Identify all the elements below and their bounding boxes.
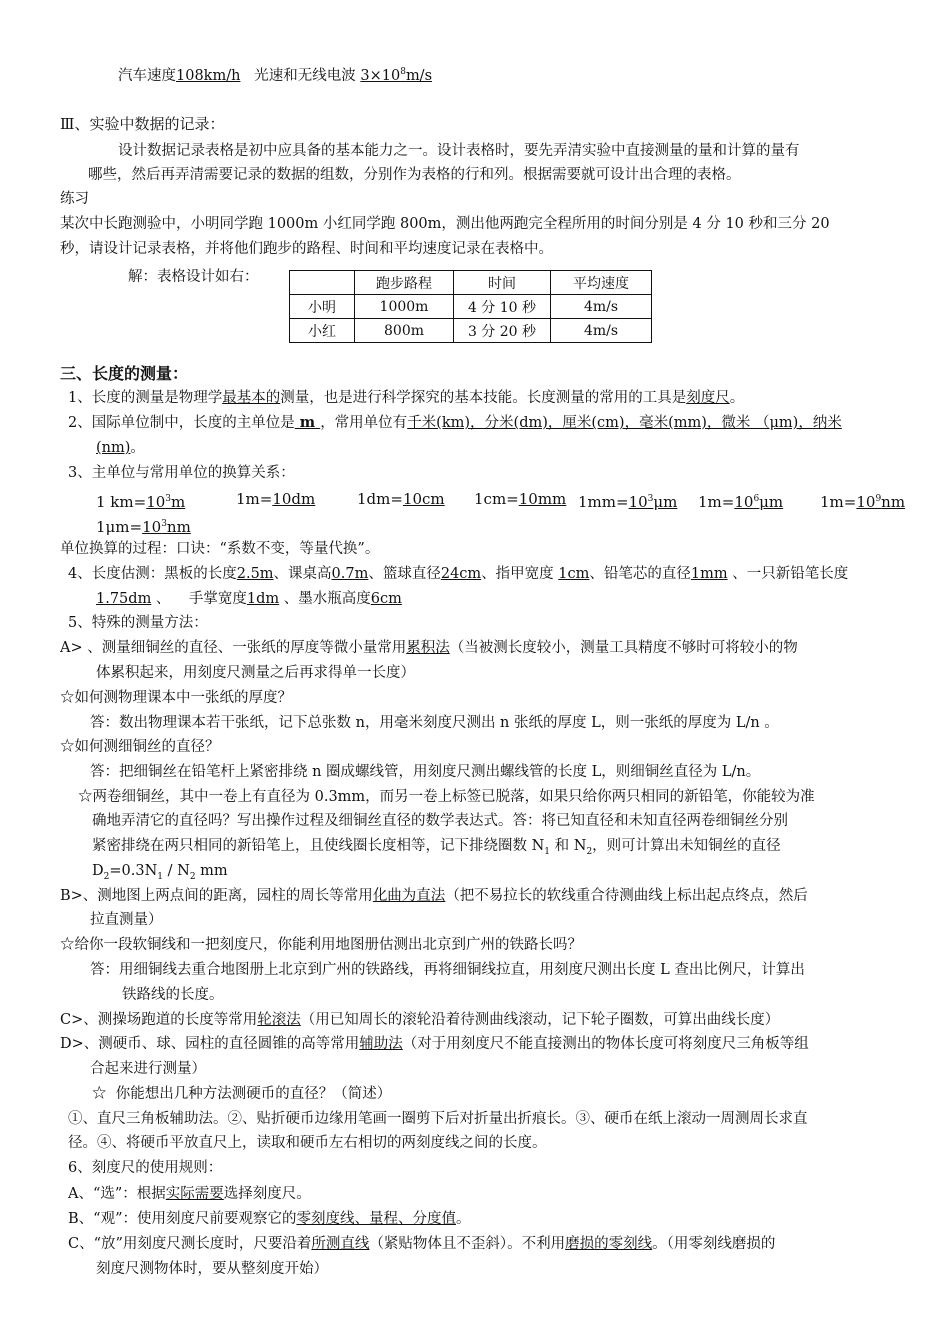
answer: 答：数出物理课本若干张纸，记下总张数 n，用毫米刻度尺测出 n 张纸的厚度 L，则一张纸的厚度为 L/n 。 xyxy=(90,715,779,731)
method-d xyxy=(60,1034,809,1054)
underlined: 1dm xyxy=(246,591,280,607)
subscript: 2 xyxy=(586,846,593,857)
conversion-6 xyxy=(698,489,783,512)
practice-label: 练习 xyxy=(60,191,89,207)
exponent: 6 xyxy=(753,494,760,504)
subscript: 1 xyxy=(544,846,551,857)
exponent: 3 xyxy=(165,494,172,504)
method-a-cont: 体累积起来，用刻度尺测量之后再求得单一长度） xyxy=(96,665,415,681)
text: 汽车速度 xyxy=(118,68,176,84)
unit: μm xyxy=(759,493,784,511)
underlined: 千米(km)，分米(dm)，厘米(cm)，毫米(mm)，微米 （μm)，纳米 xyxy=(407,415,842,431)
question: 某次中长跑测验中，小明同学跑 1000m 小红同学跑 800m，测出他两跑完全程所用的时间分别是 4 分 10 秒和三分 20 xyxy=(60,216,830,232)
item-6: 6、刻度尺的使用规则： xyxy=(68,1160,223,1176)
conversion-4 xyxy=(474,489,566,509)
table-cell: 小明 xyxy=(290,295,355,319)
header-cell: 平均速度 xyxy=(551,271,652,295)
text: mm xyxy=(195,863,228,879)
item-4-cont xyxy=(96,589,402,609)
underlined: 磨损的零刻线 xyxy=(565,1236,653,1252)
underlined: 最基本的 xyxy=(222,390,281,406)
answer xyxy=(92,836,781,862)
underlined: 1cm xyxy=(558,566,590,582)
item-4 xyxy=(68,564,848,584)
text: A> 、测量细铜丝的直径、一张纸的厚度等微小量常用 xyxy=(60,640,407,656)
underlined: 零刻度线、量程、分度值 xyxy=(296,1211,456,1227)
unit: m/s xyxy=(405,68,433,84)
underlined: 化曲为直法 xyxy=(372,888,446,904)
text: 、铅笔芯的直径 xyxy=(589,566,691,582)
speed-line xyxy=(118,62,432,86)
text: 1m= xyxy=(698,493,735,511)
unit: m xyxy=(171,493,186,511)
underlined: 累积法 xyxy=(406,640,450,656)
rule-b xyxy=(68,1209,470,1229)
text: D>、测硬币、球、园柱的直径圆锥的高等常用 xyxy=(60,1036,360,1052)
value: 10dm xyxy=(272,490,316,508)
text: 。（用零刻线磨损的 xyxy=(652,1236,776,1252)
exponent: 3 xyxy=(161,519,167,529)
value: 10 xyxy=(142,518,162,536)
text: B、“观”：使用刻度尺前要观察它的 xyxy=(68,1211,297,1227)
record-table xyxy=(289,270,652,343)
formula xyxy=(92,861,228,887)
text: 4、长度估测：黑板的长度 xyxy=(68,566,237,582)
question: ☆给你一段软铜线和一把刻度尺，你能利用地图册估测出北京到广州的铁路长吗？ xyxy=(60,937,582,953)
method-b-cont: 拉直测量） xyxy=(90,912,163,928)
value: 10 xyxy=(856,493,876,511)
text: 、篮球直径 xyxy=(368,566,441,582)
underlined: 实际需要 xyxy=(165,1186,224,1202)
text: 选择刻度尺。 xyxy=(223,1186,311,1202)
rule-c xyxy=(68,1234,775,1254)
text: A、“选”：根据 xyxy=(68,1186,166,1202)
value: 10 xyxy=(734,493,754,511)
subscript: 2 xyxy=(103,871,110,882)
text: 1、长度的测量是物理学 xyxy=(68,390,223,406)
question: 秒，请设计记录表格，并将他们跑步的路程、时间和平均速度记录在表格中。 xyxy=(60,241,553,257)
conversion-7 xyxy=(820,489,905,512)
unit: nm xyxy=(166,518,191,536)
conversion-8 xyxy=(96,514,191,537)
underlined: 0.7m xyxy=(331,566,369,582)
subscript: 2 xyxy=(189,871,196,882)
text: B>、测地图上两点间的距离，园柱的周长等常用 xyxy=(60,888,373,904)
value: 3×10 xyxy=(360,68,401,84)
item-2-cont xyxy=(96,438,145,458)
table-row xyxy=(290,319,652,343)
table-cell: 1000m xyxy=(355,295,454,319)
text: （当被测长度较小，测量工具精度不够时可将较小的物 xyxy=(449,640,798,656)
text: 。 xyxy=(130,440,145,456)
rule-a xyxy=(68,1184,311,1204)
conversion-tip: 单位换算的过程：口诀：“系数不变，等量代换”。 xyxy=(60,541,380,557)
text: / N xyxy=(163,863,190,879)
unit: nm xyxy=(881,493,906,511)
method-d-cont: 合起来进行测量） xyxy=(90,1061,206,1077)
section-heading: 三、长度的测量： xyxy=(60,364,189,383)
text: 。 xyxy=(729,390,745,406)
text: 1m= xyxy=(236,490,273,508)
exponent: 3 xyxy=(647,494,654,504)
unit: μm xyxy=(653,493,678,511)
answer: 答：把细铜丝在铅笔杆上紧密排绕 n 圈成螺线管，用刻度尺测出螺线管的长度 L，则细铜丝直径为 L/n。 xyxy=(90,764,761,780)
text: 1m= xyxy=(820,493,857,511)
value: 108km/h xyxy=(176,68,241,84)
value: 10cm xyxy=(402,490,445,508)
text: 、指甲宽度 xyxy=(481,566,559,582)
value: 10 xyxy=(146,493,166,511)
text: （把不易拉长的软线重合待测曲线上标出起点终点，然后 xyxy=(445,888,808,904)
question: ☆ 你能想出几种方法测硬币的直径？（简述） xyxy=(92,1086,392,1102)
underlined: 24cm xyxy=(440,566,482,582)
conversion-1 xyxy=(96,489,185,512)
underlined: 轮滚法 xyxy=(257,1012,301,1028)
text: 1 km= xyxy=(96,493,147,511)
text: D xyxy=(92,863,104,879)
text: 、墨水瓶高度 xyxy=(279,591,371,607)
text: C>、测操场跑道的长度等常用 xyxy=(60,1012,258,1028)
table-cell: 4m/s xyxy=(551,295,652,319)
subscript: 1 xyxy=(157,871,164,882)
answer: 答：用细铜线去重合地图册上北京到广州的铁路线，再将细铜线拉直，用刻度尺测出长度 L 查出比例尺，计算出 xyxy=(90,962,805,978)
answer: ①、直尺三角板辅助法。②、贴折硬币边缘用笔画一圈剪下后对折量出折痕长。③、硬币在纸上滚动一周测周长求直 xyxy=(68,1111,808,1127)
text: （紧贴物体且不歪斜）。不利用 xyxy=(369,1236,566,1252)
underlined: (nm) xyxy=(96,440,131,456)
answer: 铁路线的长度。 xyxy=(122,987,224,1003)
question: ☆如何测细铜丝的直径？ xyxy=(60,739,220,755)
table-cell: 4 分 10 秒 xyxy=(454,295,551,319)
text: =0.3N xyxy=(109,863,158,879)
question: ☆如何测物理课本中一张纸的厚度？ xyxy=(60,690,292,706)
text: （对于用刻度尺不能直接测出的物体长度可将刻度尺三角板等组 xyxy=(402,1036,809,1052)
text: 、课桌高 xyxy=(273,566,332,582)
underlined: 1.75dm xyxy=(96,591,152,607)
table-cell: 800m xyxy=(355,319,454,343)
paragraph: 哪些，然后再弄清需要记录的数据的组数，分别作为表格的行和列。根据需要就可设计出合理的表格。 xyxy=(88,167,741,183)
value: 10 xyxy=(628,493,648,511)
text: C、“放”用刻度尺测长度时，尺要沿着 xyxy=(68,1236,312,1252)
text: 1μm= xyxy=(96,518,143,536)
table-header-row xyxy=(290,271,652,295)
item-1 xyxy=(68,388,744,408)
table-row xyxy=(290,295,652,319)
text: 2、国际单位制中，长度的主单位是 xyxy=(68,415,295,431)
text: （用已知周长的滚轮沿着待测曲线滚动，记下轮子圈数，可算出曲线长度） xyxy=(300,1012,780,1028)
text: ，则可计算出未知铜丝的直径 xyxy=(592,838,781,854)
text: 光速和无线电波 xyxy=(254,68,356,84)
table-cell: 4m/s xyxy=(551,319,652,343)
method-c xyxy=(60,1010,779,1030)
header-cell: 跑步路程 xyxy=(355,271,454,295)
item-3: 3、主单位与常用单位的换算关系： xyxy=(68,465,295,481)
exponent: 8 xyxy=(400,67,406,77)
text: 1mm= xyxy=(578,493,629,511)
solution-label: 解：表格设计如右： xyxy=(128,269,259,285)
item-5: 5、特殊的测量方法： xyxy=(68,615,208,631)
text: 、一只新铅笔长度 xyxy=(727,566,849,582)
text: 1cm= xyxy=(474,490,519,508)
text: 、 手掌宽度 xyxy=(151,591,247,607)
underlined: 辅助法 xyxy=(359,1036,403,1052)
exponent: 9 xyxy=(875,494,882,504)
underlined: 6cm xyxy=(370,591,402,607)
value: 10mm xyxy=(518,490,567,508)
paragraph: 设计数据记录表格是初中应具备的基本能力之一。设计表格时，要先弄清实验中直接测量的量和计算的量有 xyxy=(118,143,800,159)
conversion-5 xyxy=(578,489,677,512)
text: 。 xyxy=(455,1211,471,1227)
text: 测量，也是进行科学探究的基本技能。长度测量的常用的工具是 xyxy=(280,390,687,406)
method-a xyxy=(60,638,798,658)
table-cell: 3 分 20 秒 xyxy=(454,319,551,343)
conversion-2 xyxy=(236,489,315,509)
underlined: 1mm xyxy=(690,566,728,582)
rule-c-cont: 刻度尺测物体时，要从整刻度开始） xyxy=(96,1261,328,1277)
underlined: 刻度尺 xyxy=(686,390,730,406)
method-b xyxy=(60,886,808,906)
underlined: m xyxy=(294,414,321,431)
conversion-3 xyxy=(357,489,445,509)
text: ，常用单位有 xyxy=(320,415,408,431)
answer: 确地弄清它的直径吗？写出操作过程及细铜丝直径的数学表达式。答：将已知直径和未知直径两卷细铜丝分别 xyxy=(92,813,788,829)
text: 紧密排绕在两只相同的新铅笔上，且使线圈长度相等，记下排绕圈数 N xyxy=(92,838,545,854)
text: 和 N xyxy=(550,838,587,854)
header-cell: 时间 xyxy=(454,271,551,295)
table-cell: 小红 xyxy=(290,319,355,343)
answer: 径。④、将硬币平放直尺上，读取和硬币左右相切的两刻度线之间的长度。 xyxy=(68,1135,547,1151)
section-heading: Ⅲ、实验中数据的记录： xyxy=(60,115,225,133)
question: ☆两卷细铜丝，其中一卷上有直径为 0.3mm，而另一卷上标签已脱落，如果只给你两只相同的新铅笔，你能较为准 xyxy=(78,789,815,805)
underlined: 2.5m xyxy=(236,566,274,582)
header-cell xyxy=(290,271,355,295)
text: 1dm= xyxy=(357,490,403,508)
item-2 xyxy=(68,413,842,433)
underlined: 所测直线 xyxy=(311,1236,370,1252)
